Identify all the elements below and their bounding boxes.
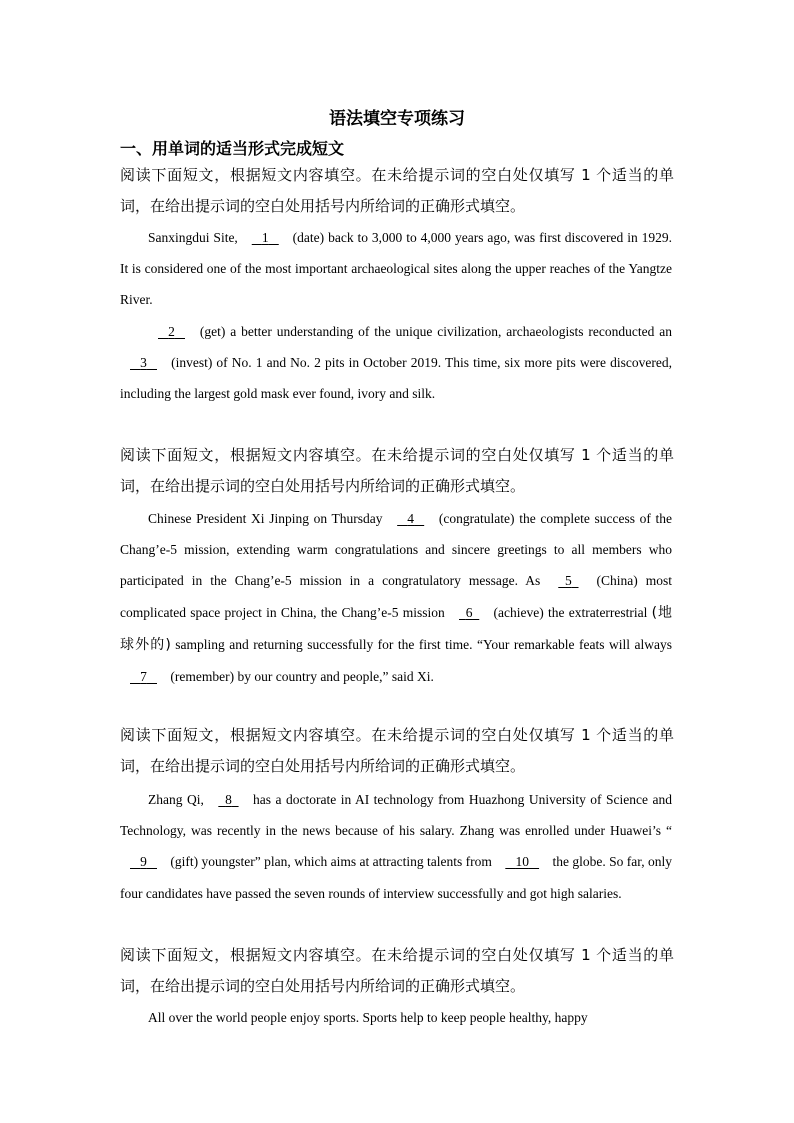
chinese-gloss: (地球外的) bbox=[120, 604, 672, 653]
instruction-3: 阅读下面短文，根据短文内容填空。在未给提示词的空白处仅填写 1 个适当的单词，在给出提示词的空白处用括号内所给词的正确形式填空。 bbox=[120, 726, 674, 775]
passage-text: Sanxingdui Site, bbox=[148, 230, 242, 245]
passage-text: (get) a better understanding of the unique civilization, archaeologists reconducted an bbox=[195, 324, 672, 339]
blank-4[interactable]: 4 bbox=[407, 511, 415, 526]
blank-1[interactable]: 1 bbox=[261, 230, 269, 245]
passage-text: (congratulate) the complete success of the Chang’e-5 mission, extending warm congratulations and sincere greetings to all members who participated in the Chang’e-5 mission in a congratulatory message. As bbox=[120, 511, 673, 589]
passage-text: (achieve) the extraterrestrial bbox=[489, 604, 652, 620]
passage-text: (date) back to 3,000 to 4,000 years ago, was first discovered in 1929. It is considered one of the most important archaeological sites along the upper reaches of the Yangtze River. bbox=[120, 230, 672, 308]
passage-3 bbox=[120, 784, 672, 909]
instruction-2: 阅读下面短文，根据短文内容填空。在未给提示词的空白处仅填写 1 个适当的单词，在给出提示词的空白处用括号内所给词的正确形式填空。 bbox=[120, 446, 674, 495]
blank-9[interactable]: 9 bbox=[140, 854, 147, 870]
blank-8[interactable]: 8 bbox=[225, 792, 232, 807]
instruction-4: 阅读下面短文，根据短文内容填空。在未给提示词的空白处仅填写 1 个适当的单词，在给出提示词的空白处用括号内所给词的正确形式填空。 bbox=[120, 946, 674, 995]
passage-text: the globe. So far, only four candidates have passed the seven rounds of interview successfully and got high salaries. bbox=[120, 854, 673, 901]
section-heading: 一、用单词的适当形式完成短文 bbox=[120, 139, 345, 158]
passage-text: has a doctorate in AI technology from Huazhong University of Science and Technology, was recently in the news because of his salary. Zhang was enrolled under Huawei’s “ bbox=[120, 792, 672, 839]
blank-6[interactable]: 6 bbox=[465, 604, 473, 620]
page-title: 语法填空专项练习 bbox=[329, 109, 465, 129]
blank-7[interactable]: 7 bbox=[140, 669, 147, 685]
blank-5[interactable]: 5 bbox=[565, 573, 572, 589]
passage-text: (invest) of No. 1 and No. 2 pits in October 2019. This time, six more pits were discovered, including the largest gold mask ever found, ivory and silk. bbox=[120, 355, 672, 402]
blank-3[interactable]: 3 bbox=[140, 355, 147, 371]
passage-text: Chinese President Xi Jinping on Thursday bbox=[148, 511, 388, 526]
blank-2[interactable]: 2 bbox=[168, 324, 175, 339]
passage-text: Zhang Qi, bbox=[148, 792, 209, 807]
passage-text: sampling and returning successfully for the first time. “Your remarkable feats will always bbox=[170, 636, 672, 652]
instruction-1: 阅读下面短文，根据短文内容填空。在未给提示词的空白处仅填写 1 个适当的单词，在给出提示词的空白处用括号内所给词的正确形式填空。 bbox=[120, 166, 674, 215]
passage-2 bbox=[120, 503, 672, 692]
passage-text: (remember) by our country and people,” said Xi. bbox=[167, 669, 434, 685]
passage-1 bbox=[120, 222, 672, 316]
passage-text: (gift) youngster” plan, which aims at attracting talents from bbox=[167, 854, 496, 870]
passage-text: (China) most complicated space project in China, the Chang’e-5 mission bbox=[120, 573, 673, 620]
passage-text: All over the world people enjoy sports. Sports help to keep people healthy, happy bbox=[148, 1010, 588, 1025]
passage-4 bbox=[120, 1002, 672, 1033]
passage-1b bbox=[120, 316, 672, 410]
blank-10[interactable]: 10 bbox=[515, 854, 529, 870]
